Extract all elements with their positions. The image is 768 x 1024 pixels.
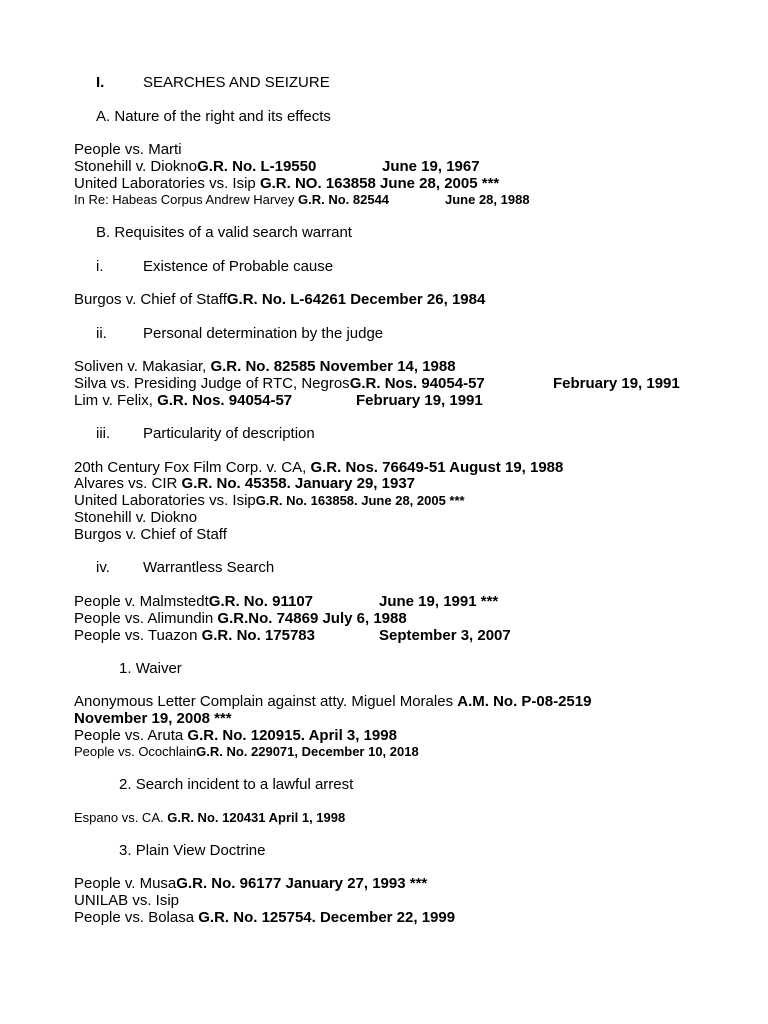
- case-line: [74, 744, 419, 759]
- heading-number: I.: [96, 74, 105, 91]
- case-name: Soliven v. Makasiar,: [74, 358, 211, 375]
- heading-iii-number: iii.: [96, 425, 111, 442]
- heading-number: 2.: [119, 776, 132, 793]
- case-name: People vs. Aruta: [74, 727, 188, 744]
- heading-2: [119, 776, 353, 793]
- case-line: [74, 693, 591, 710]
- case-line: [74, 175, 499, 192]
- case-name: People v. Malmstedt: [74, 593, 209, 610]
- case-line: Burgos v. Chief of Staff: [74, 526, 227, 543]
- case-name: United Laboratories vs. Isip: [74, 492, 256, 509]
- case-line: [74, 158, 316, 175]
- case-date: November 19, 2008 ***: [74, 710, 232, 727]
- heading-ii-text: Personal determination by the judge: [143, 325, 384, 342]
- case-number: G.R. No. 125754. December 22, 1999: [198, 909, 456, 926]
- case-number: G.R. No. 120431 April 1, 1998: [167, 810, 346, 825]
- case-line: People vs. Marti: [74, 141, 182, 158]
- case-name: Espano vs. CA.: [74, 810, 168, 825]
- case-line: [74, 909, 455, 926]
- case-name: 20th Century Fox Film Corp. v. CA,: [74, 459, 311, 476]
- case-name: People vs. Bolasa: [74, 909, 199, 926]
- heading-1: [119, 660, 182, 677]
- heading-text: Requisites of a valid search warrant: [114, 224, 352, 241]
- case-number: G.R. Nos. 76649-51 August 19, 1988: [310, 459, 564, 476]
- case-number: G.R. No. 175783: [201, 627, 315, 644]
- case-name: Alvares vs. CIR: [74, 475, 182, 492]
- case-number: G.R. No. 120915. April 3, 1998: [187, 727, 397, 744]
- case-line: [74, 875, 427, 892]
- case-number: G.R. NO. 163858 June 28, 2005 ***: [259, 175, 500, 192]
- heading-b: [96, 224, 352, 241]
- case-number: G.R. No. 96177 January 27, 1993 ***: [176, 875, 428, 892]
- case-line: [74, 375, 485, 392]
- heading-roman-1: [96, 74, 104, 91]
- case-date: February 19, 1991: [553, 375, 680, 392]
- case-line: [74, 291, 485, 308]
- case-line: [74, 192, 389, 207]
- case-name: People vs. Tuazon: [74, 627, 202, 644]
- heading-number: 1.: [119, 660, 132, 677]
- case-date: February 19, 1991: [356, 392, 483, 409]
- case-number: G.R.No. 74869 July 6, 1988: [217, 610, 407, 627]
- case-name: People vs. Ocochlain: [74, 744, 197, 759]
- heading-i-number: i.: [96, 258, 104, 275]
- case-number: G.R. No. L-19550: [197, 158, 317, 175]
- heading-text: Search incident to a lawful arrest: [135, 776, 354, 793]
- case-line: [74, 627, 315, 644]
- case-date: June 19, 1991 ***: [379, 593, 499, 610]
- heading-text: Plain View Doctrine: [135, 842, 266, 859]
- case-number: G.R. Nos. 94054-57: [157, 392, 293, 409]
- case-name: In Re: Habeas Corpus Andrew Harvey: [74, 192, 298, 207]
- heading-letter: A.: [96, 108, 111, 125]
- case-date: September 3, 2007: [379, 627, 511, 644]
- case-name: Anonymous Letter Complain against atty. Miguel Morales: [74, 693, 458, 710]
- case-number: G.R. No. 91107: [208, 593, 313, 610]
- case-name: Silva vs. Presiding Judge of RTC, Negros: [74, 375, 350, 392]
- case-date: June 28, 1988: [445, 192, 530, 207]
- case-line: Stonehill v. Diokno: [74, 509, 198, 526]
- case-number: G.R. No. 45358. January 29, 1937: [181, 475, 415, 492]
- case-name: United Laboratories vs. Isip: [74, 175, 260, 192]
- case-line: [74, 475, 415, 492]
- heading-iv-number: iv.: [96, 559, 110, 576]
- heading-text: Nature of the right and its effects: [114, 108, 331, 125]
- heading-3: [119, 842, 265, 859]
- case-number: G.R. Nos. 94054-57: [349, 375, 485, 392]
- heading-ii-number: ii.: [96, 325, 107, 342]
- heading-letter: B.: [96, 224, 111, 241]
- case-line: [74, 610, 407, 627]
- case-line: [74, 392, 292, 409]
- heading-a: [96, 108, 331, 125]
- case-number: G.R. No. L-64261 December 26, 1984: [226, 291, 486, 308]
- case-name: People v. Musa: [74, 875, 177, 892]
- case-name: People vs. Alimundin: [74, 610, 218, 627]
- case-line: [74, 810, 345, 825]
- case-number: G.R. No. 82585 November 14, 1988: [210, 358, 456, 375]
- case-line: [74, 459, 563, 476]
- case-date: June 19, 1967: [382, 158, 480, 175]
- heading-title: SEARCHES AND SEIZURE: [143, 74, 330, 91]
- case-number: G.R. No. 229071, December 10, 2018: [196, 744, 419, 759]
- case-name: Lim v. Felix,: [74, 392, 158, 409]
- case-number: G.R. No. 82544: [298, 192, 390, 207]
- case-line: UNILAB vs. Isip: [74, 892, 180, 909]
- case-number: A.M. No. P-08-2519: [457, 693, 592, 710]
- case-line: [74, 593, 313, 610]
- case-line: [74, 492, 465, 509]
- case-line: [74, 358, 456, 375]
- case-number: G.R. No. 163858. June 28, 2005 ***: [255, 493, 465, 508]
- heading-i-text: Existence of Probable cause: [143, 258, 334, 275]
- case-name: Stonehill v. Diokno: [74, 158, 198, 175]
- heading-iv-text: Warrantless Search: [143, 559, 275, 576]
- case-name: Burgos v. Chief of Staff: [74, 291, 227, 308]
- case-line: [74, 727, 397, 744]
- heading-text: Waiver: [135, 660, 182, 677]
- heading-number: 3.: [119, 842, 132, 859]
- heading-iii-text: Particularity of description: [143, 425, 315, 442]
